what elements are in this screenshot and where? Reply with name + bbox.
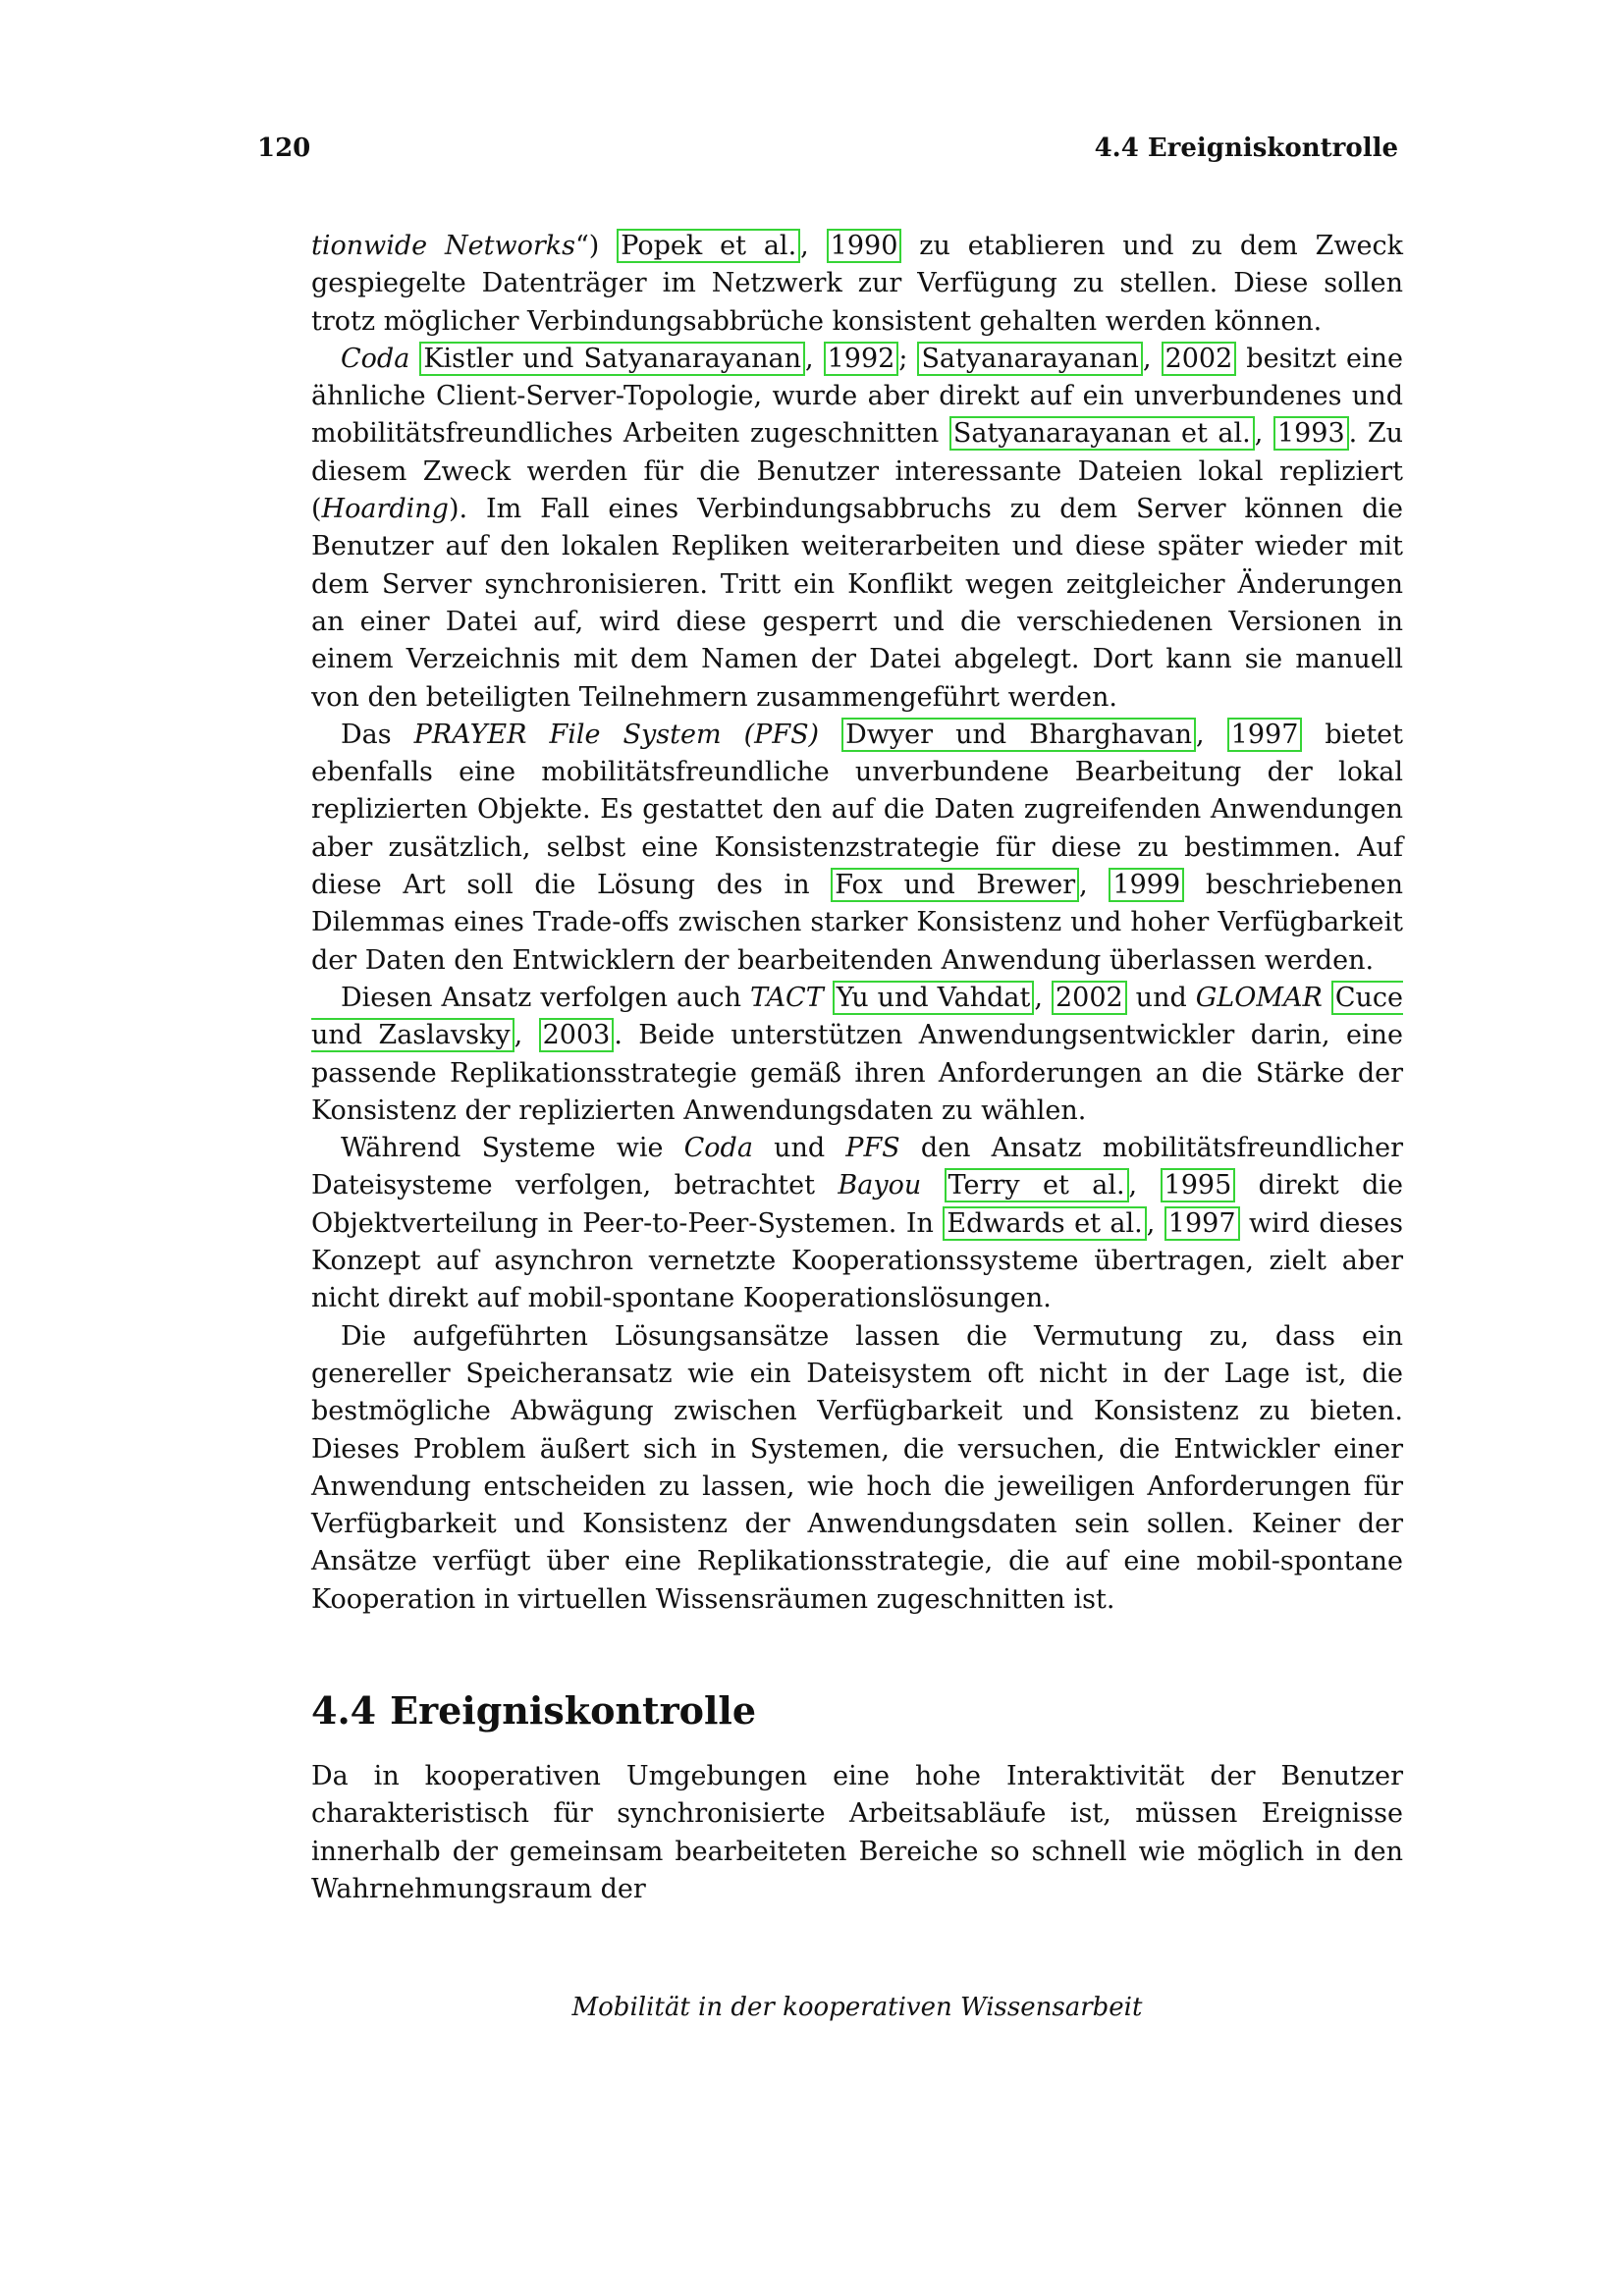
- citation-link[interactable]: Fox und Brewer: [831, 868, 1079, 902]
- citation-link[interactable]: 1992: [824, 342, 899, 376]
- citation-link[interactable]: 1995: [1161, 1168, 1236, 1202]
- text: besitzt eine ähnliche Client-Server-Topologie, wurde aber direkt auf ein unverbundenes und mobilitätsfreundliches Arbeiten zugeschnitten: [311, 343, 1403, 450]
- citation-link[interactable]: 1990: [827, 229, 902, 263]
- emphasis: Bayou: [838, 1170, 922, 1201]
- citation-link[interactable]: 2002: [1162, 342, 1237, 376]
- citation-link[interactable]: Satyanarayanan: [917, 342, 1143, 376]
- text: den Ansatz mobilitätsfreundlicher Dateisysteme verfolgen, betrachtet: [311, 1133, 1403, 1201]
- body-text: [311, 228, 1403, 1908]
- paragraph: [311, 341, 1403, 717]
- citation-link[interactable]: 2003: [539, 1018, 615, 1052]
- text: ). Im Fall eines Verbindungsabbruchs zu dem Server können die Benutzer auf den lokalen Repliken weiterarbeiten und diese später wieder mit dem Server synchronisieren. Tritt ein Konflikt wegen zeitgleicher Änderungen an einer Datei auf, wird diese gesperrt und die verschiedenen Versionen in einem Verzeichnis mit dem Namen der Datei abgelegt. Dort kann sie manuell von den beteiligten Teilnehmern zusammengeführt werden.: [311, 494, 1403, 713]
- text: beschriebenen Dilemmas eines Trade-offs zwischen starker Konsistenz und hoher Verfügbarkeit der Daten den Entwicklern der bearbeitenden Anwendung überlassen werden.: [311, 870, 1403, 976]
- paragraph: [311, 1130, 1403, 1317]
- text: ,: [1146, 1207, 1164, 1239]
- text: und: [752, 1133, 846, 1164]
- text: Diesen Ansatz verfolgen auch: [341, 982, 751, 1013]
- text: ,: [804, 343, 824, 374]
- text: ,: [1034, 982, 1052, 1013]
- citation-link[interactable]: Dwyer und Bharghavan: [841, 718, 1196, 752]
- paragraph: Die aufgeführten Lösungsansätze lassen die Vermutung zu, dass ein genereller Speicheransatz wie ein Dateisystem oft nicht in der Lage ist, die bestmögliche Abwägung zwischen Verfügbarkeit und Konsistenz zu bieten. Dieses Problem äußert sich in Systemen, die versuchen, die Entwickler einer Anwendung entscheiden zu lassen, wie hoch die jeweiligen Anforderungen für Verfügbarkeit und Konsistenz der Anwendungsdaten sein sollen. Keiner der Ansätze verfügt über eine Replikationsstrategie, die auf eine mobil-spontane Kooperation in virtuellen Wissensräumen zugeschnitten ist.: [311, 1320, 1403, 1615]
- text: ,: [1196, 719, 1227, 750]
- page-header: [257, 133, 1398, 173]
- text: ,: [1254, 418, 1273, 450]
- section-title: Ereigniskontrolle: [390, 1687, 757, 1733]
- text: bietet ebenfalls eine mobilitätsfreundliche unverbundene Bearbeitung der lokal replizierten Objekte. Es gestattet den auf die Daten zugreifenden Anwendungen aber zusätzlich, selbst eine Konsistenzstrategie für diese zu bestimmen. Auf diese Art soll die Lösung des in: [311, 719, 1404, 901]
- page-number: 120: [257, 133, 311, 163]
- text: Während Systeme wie: [341, 1133, 684, 1164]
- text: ,: [514, 1020, 539, 1051]
- emphasis: PFS: [845, 1133, 900, 1164]
- citation-link[interactable]: Yu und Vahdat: [833, 981, 1035, 1015]
- citation-link[interactable]: 1999: [1109, 868, 1184, 902]
- emphasis: PRAYER File System (PFS): [413, 719, 820, 750]
- text: Das: [341, 719, 414, 750]
- text: “): [575, 231, 618, 261]
- citation-link[interactable]: Cuce und Zaslavsky: [311, 982, 1403, 1051]
- text: wird dieses Konzept auf asynchron vernetzte Kooperationssysteme übertragen, zielt aber nicht direkt auf mobil-spontane Kooperationslösungen.: [311, 1207, 1403, 1314]
- text: ,: [1079, 870, 1110, 901]
- text: [409, 344, 419, 374]
- text: . Zu diesem Zweck werden für die Benutzer interessante Dateien lokal repliziert (: [311, 418, 1403, 525]
- emphasis: Coda: [341, 343, 410, 374]
- text: . Beide unterstützen Anwendungsentwickler darin, eine passende Replikationsstrategie gemäß ihren Anforderungen an die Stärke der Konsistenz der replizierten Anwendungsdaten zu wählen.: [311, 1020, 1403, 1126]
- text: und: [1126, 982, 1196, 1013]
- paragraph: Da in kooperativen Umgebungen eine hohe Interaktivität der Benutzer charakteristisch für synchronisierte Arbeitsabläufe ist, müssen Ereignisse innerhalb der gemeinsam bearbeiteten Bereiche so schnell wie möglich in den Wahrnehmungsraum der: [311, 1760, 1403, 1904]
- citation-link[interactable]: 1997: [1227, 718, 1303, 752]
- text: [819, 720, 841, 750]
- citation-link[interactable]: Kistler und Satyanarayanan: [419, 342, 805, 376]
- citation-link[interactable]: Satyanarayanan et al.: [949, 416, 1255, 451]
- paragraph: [311, 717, 1403, 980]
- text: ,: [1128, 1170, 1161, 1201]
- citation-link[interactable]: Popek et al.: [617, 229, 800, 263]
- citation-link[interactable]: 1997: [1164, 1206, 1240, 1241]
- text: direkt die Objektverteilung in Peer-to-Peer-Systemen. In: [311, 1170, 1403, 1239]
- emphasis: tionwide Networks: [311, 231, 575, 261]
- paragraph: [311, 980, 1403, 1130]
- text: ,: [800, 231, 827, 261]
- page-footer: Mobilität in der kooperativen Wissensarbeit: [571, 1993, 1143, 2022]
- text: [921, 1170, 944, 1201]
- section-number: 4.4: [311, 1687, 377, 1733]
- citation-link[interactable]: 1993: [1273, 416, 1349, 451]
- paragraph: [311, 228, 1403, 341]
- text: [1323, 983, 1331, 1013]
- citation-link[interactable]: Edwards et al.: [943, 1206, 1146, 1241]
- emphasis: GLOMAR: [1195, 982, 1323, 1013]
- text: ,: [1142, 343, 1162, 374]
- emphasis: TACT: [750, 982, 824, 1013]
- citation-link[interactable]: 2002: [1052, 981, 1127, 1015]
- emphasis: Coda: [683, 1133, 753, 1164]
- text: zu etablieren und zu dem Zweck gespiegelte Datenträger im Netzwerk zur Verfügung zu stellen. Diese sollen trotz möglicher Verbindungsabbrüche konsistent gehalten werden können.: [311, 231, 1404, 337]
- text: [824, 983, 833, 1013]
- emphasis: Hoarding: [321, 494, 449, 525]
- citation-link[interactable]: Terry et al.: [945, 1168, 1129, 1202]
- text: ;: [898, 343, 918, 374]
- running-head: 4.4 Ereigniskontrolle: [1094, 133, 1398, 163]
- section-heading: [311, 1689, 1403, 1733]
